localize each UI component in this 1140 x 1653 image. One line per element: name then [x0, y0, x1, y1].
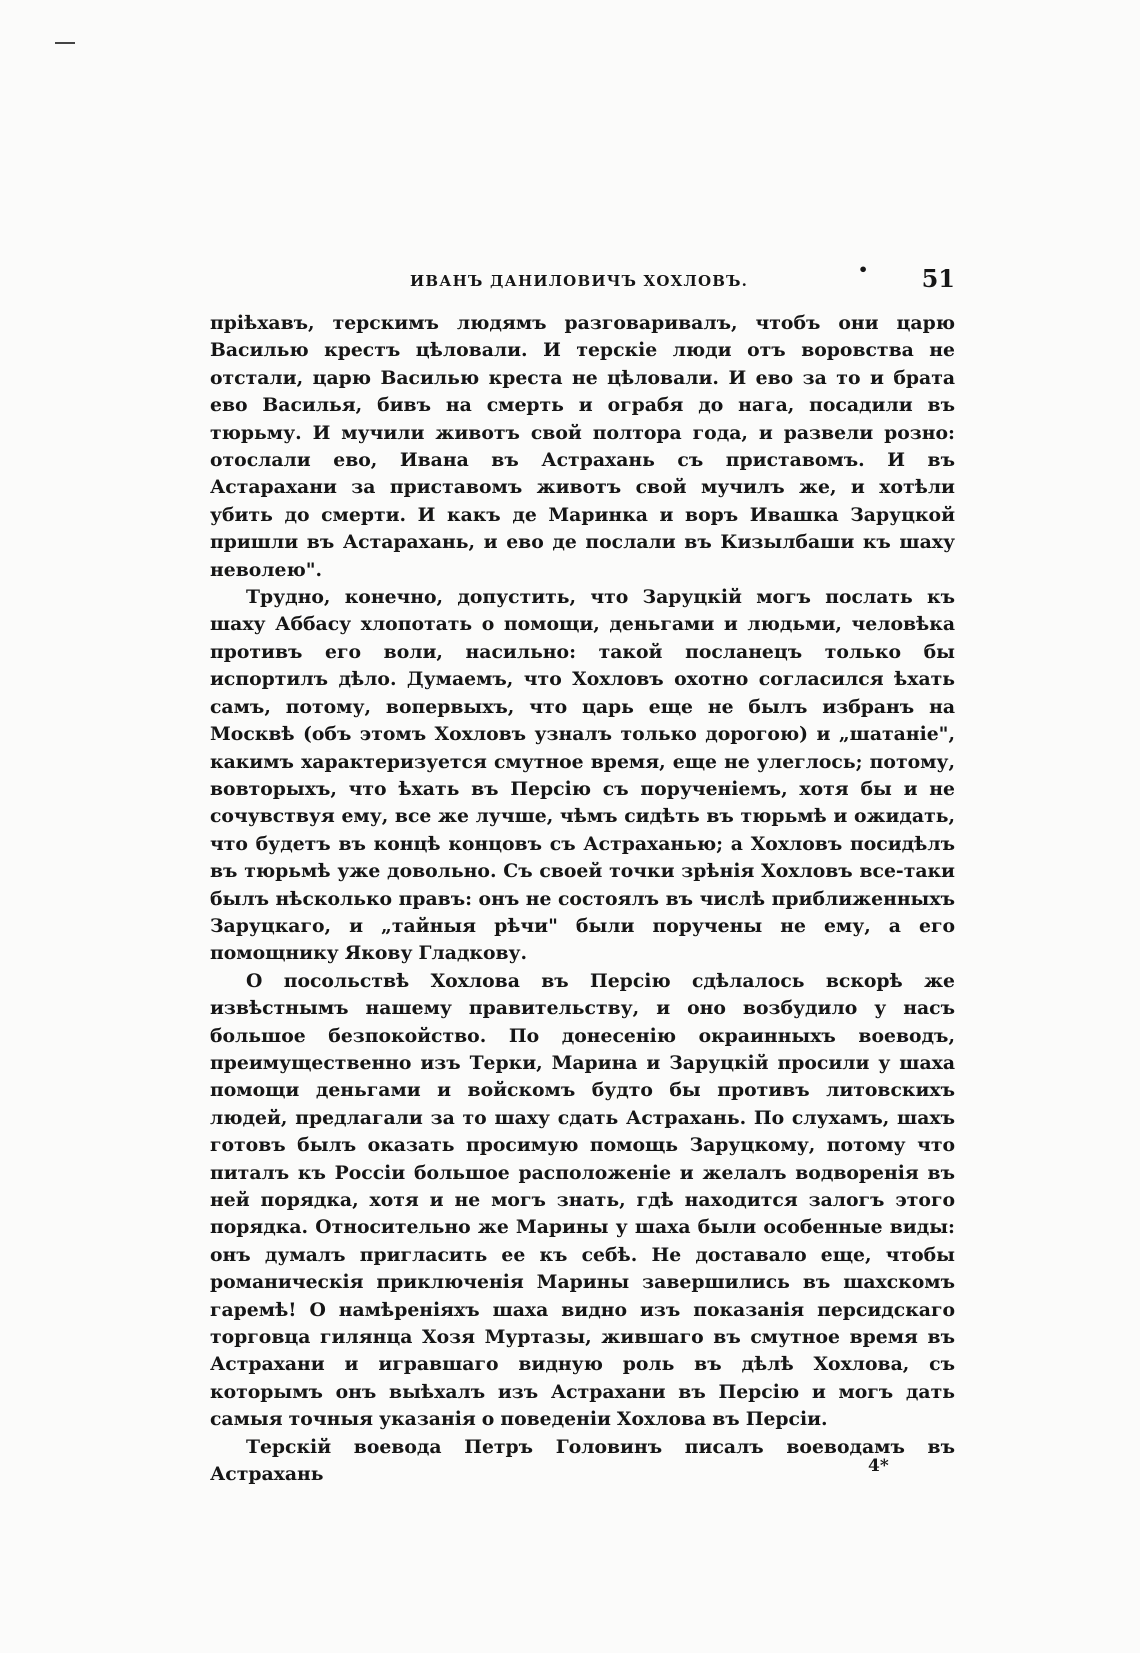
scan-edge-mark	[55, 42, 75, 44]
paragraph-4: Терскій воевода Петръ Головинъ писалъ воеводамъ въ Астрахань	[210, 1435, 955, 1486]
paragraph-3: О посольствѣ Хохлова въ Персію сдѣлалось вскорѣ же извѣстнымъ нашему правительству, и оно возбудило у насъ большое безпокойство. По донесенію окраинныхъ воеводъ, преимущественно изъ Терки, Марина и Заруцкій просили у шаха помощи деньгами и войскомъ будто бы противъ литовскихъ людей, предлагали за то шаху сдать Астрахань. По слухамъ, шахъ готовъ былъ оказать просимую помощь Заруцкому, потому что питалъ къ Россіи большое расположеніе и желалъ водворенія въ ней порядка, хотя и не могъ знать, гдѣ находится залогъ этого порядка. Относительно же Марины у шаха были особенные виды: онъ думалъ пригласить ее къ себѣ. Не доставало еще, чтобы романическія приключенія Марины завершились въ шахскомъ гаремѣ! О намѣреніяхъ шаха видно изъ показанія персидскаго торговца гилянца Хозя Муртазы, жившаго въ смутное время въ Астрахани и игравшаго видную роль въ дѣлѣ Хохлова, съ которымъ онъ выѣхалъ изъ Астрахани въ Персію и могъ дать самыя точныя указанія о поведеніи Хохлова въ Персіи.	[210, 969, 955, 1431]
running-header	[210, 260, 955, 300]
page-number: 51	[921, 264, 955, 293]
book-page	[210, 260, 955, 1488]
paragraph-2: Трудно, конечно, допустить, что Заруцкій могъ послать къ шаху Аббасу хлопотать о помощи, деньгами и людьми, человѣка противъ его воли, насильно: такой посланецъ только бы испортилъ дѣло. Думаемъ, что Хохловъ охотно согласился ѣхать самъ, потому, вопервыхъ, что царь еще не былъ избранъ на Москвѣ (объ этомъ Хохловъ узналъ только дорогою) и „шатаніе", какимъ характеризуется смутное время, еще не улеглось; потому, вовторыхъ, что ѣхать въ Персію съ порученіемъ, хотя бы и не сочувствуя ему, все же лучше, чѣмъ сидѣть въ тюрьмѣ и ожидать, что будетъ въ концѣ концовъ съ Астраханью; а Хохловъ посидѣлъ въ тюрьмѣ уже довольно. Съ своей точки зрѣнія Хохловъ все-таки былъ нѣсколько правъ: онъ не состоялъ въ числѣ приближенныхъ Заруцкаго, и „тайныя рѣчи" были поручены не ему, а его помощнику Якову Гладкову.	[210, 586, 955, 965]
paragraph-1: пріѣхавъ, терскимъ людямъ разговаривалъ, чтобъ они царю Василью крестъ цѣловали. И терскіе люди отъ воровства не отстали, царю Василью креста не цѣловали. И ево за то и брата ево Василья, бивъ на смерть и ограбя до нага, посадили въ тюрьму. И мучили животъ свой полтора года, и развели розно: отослали ево, Ивана въ Астрахань съ приставомъ. И въ Астарахани за приставомъ животъ свой мучилъ же, и хотѣли убить до смерти. И какъ де Маринка и воръ Ивашка Заруцкой пришли въ Астарахань, и ево де послали въ Кизылбаши къ шаху неволею".	[210, 312, 955, 581]
body-text	[210, 310, 955, 1488]
signature-mark: 4*	[868, 1456, 889, 1476]
header-dot: •	[858, 260, 869, 279]
running-title: ИВАНЪ ДАНИЛОВИЧЪ ХОХЛОВЪ.	[410, 272, 749, 290]
